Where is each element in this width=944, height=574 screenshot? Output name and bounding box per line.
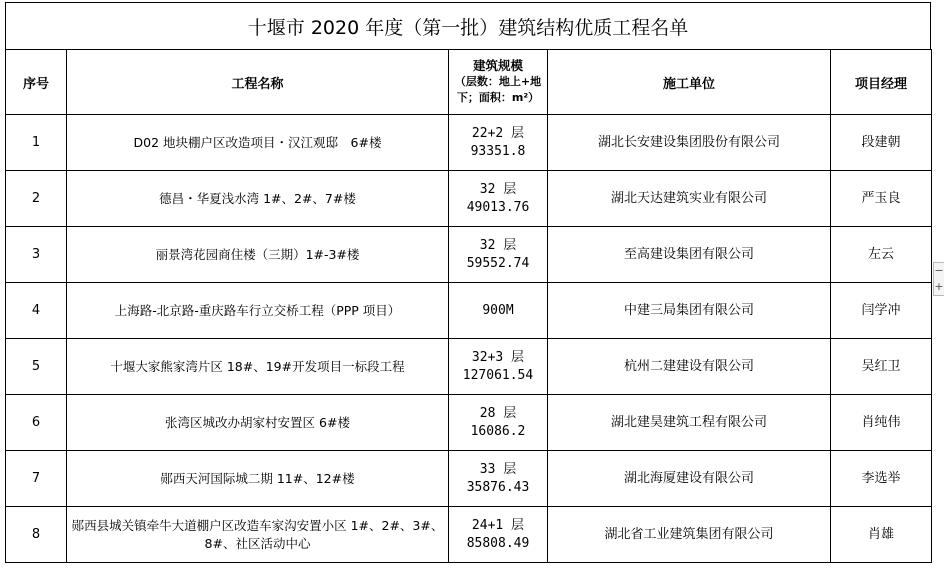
row-floors: 32 层 <box>479 181 517 197</box>
row-contractor: 湖北天达建筑实业有限公司 <box>548 171 831 227</box>
table-row <box>6 339 932 395</box>
table-header-row <box>6 50 932 115</box>
row-contractor: 湖北长安建设集团股份有限公司 <box>548 115 831 171</box>
row-index: 8 <box>6 507 67 563</box>
table-row <box>6 283 932 339</box>
row-area: 35876.43 <box>466 479 530 495</box>
table-row <box>6 227 932 283</box>
table-body <box>6 115 932 563</box>
header-index: 序号 <box>6 50 67 115</box>
row-index: 1 <box>6 115 67 171</box>
row-area: 16086.2 <box>470 423 526 439</box>
table-row <box>6 451 932 507</box>
row-project-manager: 段建朝 <box>831 115 932 171</box>
table-row <box>6 115 932 171</box>
header-contractor: 施工单位 <box>548 50 831 115</box>
row-project-name: 十堰大家熊家湾片区 18#、19#开发项目一标段工程 <box>67 339 449 395</box>
row-project-manager: 李选举 <box>831 451 932 507</box>
row-building-scale <box>449 227 548 283</box>
plus-icon[interactable]: + <box>934 280 944 293</box>
row-floors: 900M <box>482 302 514 318</box>
row-project-name: 丽景湾花园商住楼（三期）1#-3#楼 <box>67 227 449 283</box>
row-floors: 32+3 层 <box>471 349 525 365</box>
table-row <box>6 171 932 227</box>
row-index: 3 <box>6 227 67 283</box>
project-table <box>5 49 932 563</box>
row-contractor: 湖北省工业建筑集团有限公司 <box>548 507 831 563</box>
row-floors: 22+2 层 <box>471 125 525 141</box>
row-area: 49013.76 <box>466 199 530 215</box>
row-building-scale <box>449 339 548 395</box>
document-title: 十堰市 2020 年度（第一批）建筑结构优质工程名单 <box>5 2 931 50</box>
row-area: 59552.74 <box>466 255 530 271</box>
row-floors: 32 层 <box>479 237 517 253</box>
row-floors: 33 层 <box>479 461 517 477</box>
row-floors: 24+1 层 <box>471 517 525 533</box>
header-scale-line2: 下；面积：m²） <box>456 91 540 104</box>
row-project-manager: 严玉良 <box>831 171 932 227</box>
header-project-name: 工程名称 <box>67 50 449 115</box>
row-index: 2 <box>6 171 67 227</box>
row-project-name: 张湾区城改办胡家村安置区 6#楼 <box>67 395 449 451</box>
row-building-scale <box>449 115 548 171</box>
row-building-scale <box>449 171 548 227</box>
row-area: 127061.54 <box>462 367 534 383</box>
row-contractor: 至高建设集团有限公司 <box>548 227 831 283</box>
row-project-name: 郧西天河国际城二期 11#、12#楼 <box>67 451 449 507</box>
row-project-name: D02 地块棚户区改造项目・汉江观邸 6#楼 <box>67 115 449 171</box>
row-area: 93351.8 <box>470 143 526 159</box>
side-scroll-handle[interactable] <box>933 262 944 296</box>
row-project-manager: 吴红卫 <box>831 339 932 395</box>
row-project-manager: 肖雄 <box>831 507 932 563</box>
row-building-scale <box>449 507 548 563</box>
row-contractor: 湖北建昊建筑工程有限公司 <box>548 395 831 451</box>
row-index: 4 <box>6 283 67 339</box>
header-scale-line1: （层数：地上+地 <box>454 75 542 88</box>
row-project-manager: 闫学冲 <box>831 283 932 339</box>
row-floors: 28 层 <box>479 405 517 421</box>
row-contractor: 中建三局集团有限公司 <box>548 283 831 339</box>
row-index: 7 <box>6 451 67 507</box>
row-project-name: 郧西县城关镇牵牛大道棚户区改造车家沟安置小区 1#、2#、3#、8#、社区活动中心 <box>67 507 449 563</box>
header-building-scale <box>449 50 548 115</box>
row-contractor: 湖北海厦建设有限公司 <box>548 451 831 507</box>
row-building-scale <box>449 395 548 451</box>
row-index: 5 <box>6 339 67 395</box>
table-row <box>6 395 932 451</box>
row-project-name: 上海路-北京路-重庆路车行立交桥工程（PPP 项目） <box>67 283 449 339</box>
header-scale-title: 建筑规模 <box>472 58 523 73</box>
row-project-name: 德昌・华夏浅水湾 1#、2#、7#楼 <box>67 171 449 227</box>
row-contractor: 杭州二建建设有限公司 <box>548 339 831 395</box>
row-project-manager: 肖纯伟 <box>831 395 932 451</box>
header-project-manager: 项目经理 <box>831 50 932 115</box>
row-building-scale <box>449 451 548 507</box>
row-project-manager: 左云 <box>831 227 932 283</box>
row-building-scale <box>449 283 548 339</box>
minus-icon[interactable]: − <box>934 264 944 277</box>
row-area: 85808.49 <box>466 535 530 551</box>
row-index: 6 <box>6 395 67 451</box>
table-row <box>6 507 932 563</box>
